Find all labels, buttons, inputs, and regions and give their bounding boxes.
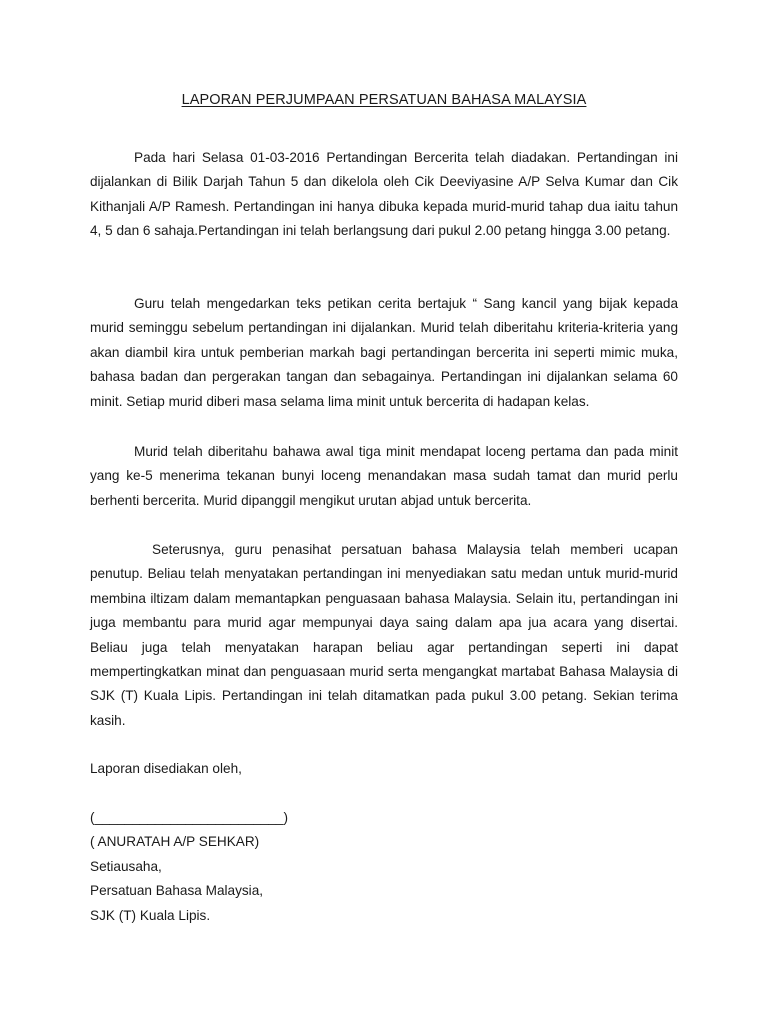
prepared-by-label: Laporan disediakan oleh, [90,761,242,776]
signatory-name: ( ANURATAH A/P SEHKAR) [90,834,260,849]
paragraph-closing-speech: Seterusnya, guru penasihat persatuan bahasa Malaysia telah memberi ucapan penutup. Beliau telah menyatakan pertandingan ini menyediakan satu medan untuk murid-murid membina iltizam dalam memantapkan penguasaan bahasa Malaysia. Selain itu, pertandingan ini juga membantu para murid agar mempunyai daya saing dalam apa jua acara yang disertai. Beliau juga telah menyatakan harapan beliau agar pertandingan seperti ini dapat mempertingkatkan minat dan penguasaan murid serta mengangkat martabat Bahasa Malaysia di SJK (T) Kuala Lipis. Pertandingan ini telah ditamatkan pada pukul 3.00 petang. Sekian terima kasih. [90,542,678,728]
paragraph-competition-criteria: Guru telah mengedarkan teks petikan cerita bertajuk “ Sang kancil yang bijak kepada murid seminggu sebelum pertandingan ini dijalankan. Murid telah diberitahu kriteria-kriteria yang akan diambil kira untuk pemberian markah bagi pertandingan bercerita ini seperti mimic muka, bahasa badan dan pergerakan tangan dan sebagainya. Pertandingan ini dijalankan selama 60 minit. Setiap murid diberi masa selama lima minit untuk bercerita di hadapan kelas. [90,296,678,409]
school-name: SJK (T) Kuala Lipis. [90,908,211,923]
signatory-role: Setiausaha, [90,859,162,874]
organization-name: Persatuan Bahasa Malaysia, [90,883,264,898]
report-title: LAPORAN PERJUMPAAN PERSATUAN BAHASA MALAYSIA [181,92,587,108]
paragraph-event-details: Pada hari Selasa 01-03-2016 Pertandingan Bercerita telah diadakan. Pertandingan ini dijalankan di Bilik Darjah Tahun 5 dan dikelola oleh Cik Deeviyasine A/P Selva Kumar dan Cik Kithanjali A/P Ramesh. Pertandingan ini hanya dibuka kepada murid-murid tahap dua iaitu tahun 4, 5 dan 6 sahaja.Pertandingan ini telah berlangsung dari pukul 2.00 petang hingga 3.00 petang. [90,150,678,239]
signature-line: (_________________________) [90,810,289,825]
paragraph-bell-rules: Murid telah diberitahu bahawa awal tiga minit mendapat loceng pertama dan pada minit yang ke-5 menerima tekanan bunyi loceng menandakan masa sudah tamat dan murid perlu berhenti bercerita. Murid dipanggil mengikut urutan abjad untuk bercerita. [90,444,678,508]
